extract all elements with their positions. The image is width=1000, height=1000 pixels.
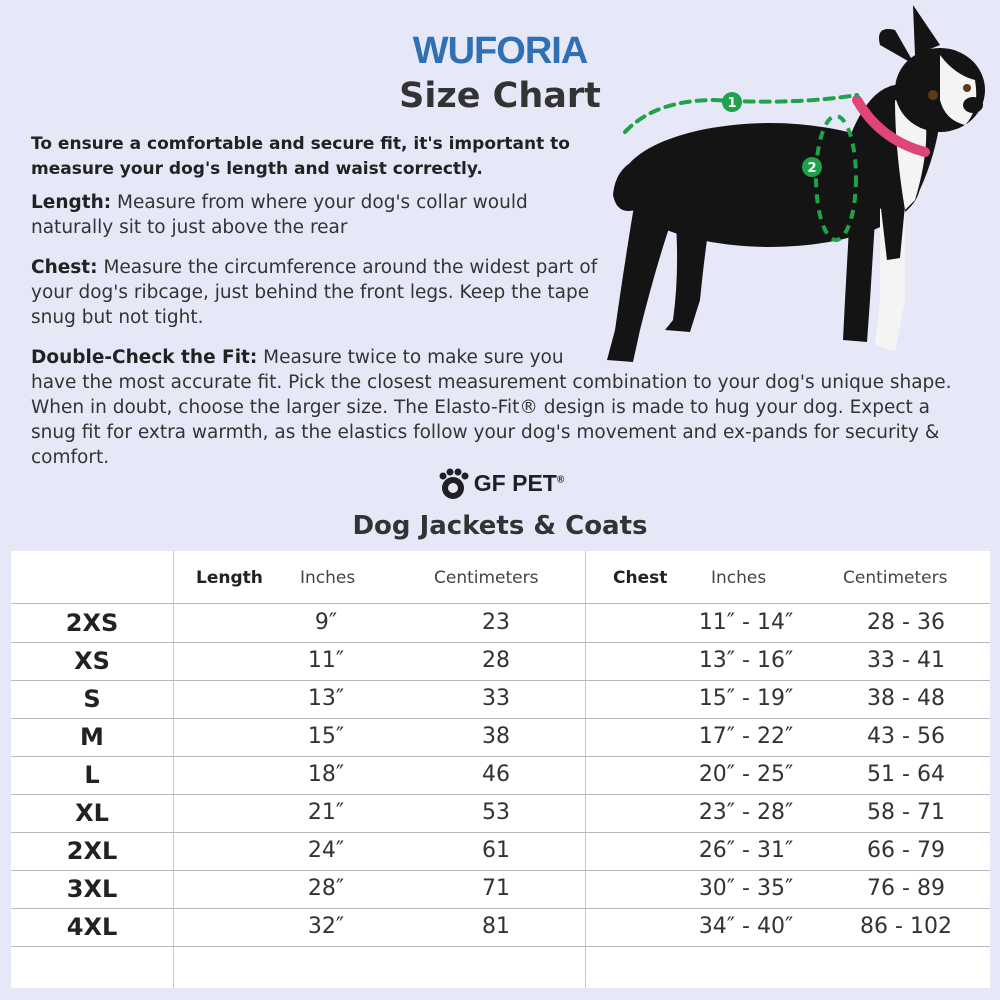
size-label: 3XL <box>66 875 118 903</box>
chest-inches-cell: 17″ - 22″ <box>698 724 794 749</box>
column-divider <box>173 551 174 988</box>
size-table <box>11 551 990 988</box>
chest-inches-cell: 34″ - 40″ <box>698 914 794 939</box>
chest-cm-cell: 33 - 41 <box>867 648 945 673</box>
header-length: Length <box>196 568 263 588</box>
length-cm-cell: 46 <box>482 762 510 787</box>
chest-cm-cell: 66 - 79 <box>867 838 945 863</box>
chest-cm-cell: 43 - 56 <box>867 724 945 749</box>
gf-pet-brand <box>0 468 1000 502</box>
length-text: Measure from where your dog's collar would naturally sit to just above the rear <box>31 192 528 238</box>
chest-instructions <box>31 255 611 330</box>
length-inches-cell: 15″ <box>307 724 345 749</box>
chest-inches-cell: 26″ - 31″ <box>698 838 794 863</box>
header-chest: Chest <box>613 568 668 588</box>
paw-icon <box>436 468 470 502</box>
length-inches-cell: 24″ <box>307 838 345 863</box>
product-subtitle: Dog Jackets & Coats <box>352 511 648 541</box>
chest-cm-cell: 38 - 48 <box>867 686 945 711</box>
chest-inches-cell: 13″ - 16″ <box>698 648 794 673</box>
header-chest-cm: Centimeters <box>843 568 948 588</box>
size-label: XS <box>74 647 110 675</box>
row-divider <box>11 946 990 947</box>
length-instructions <box>31 190 591 240</box>
logo-text: WUFORIA <box>412 30 588 72</box>
chest-inches-cell: 11″ - 14″ <box>698 610 794 635</box>
length-inches-cell: 32″ <box>307 914 345 939</box>
length-cm-cell: 81 <box>482 914 510 939</box>
chest-cm-cell: 86 - 102 <box>860 914 952 939</box>
length-cm-cell: 28 <box>482 648 510 673</box>
dog-measurement-illustration <box>595 0 1000 375</box>
dog-silhouette <box>607 5 985 362</box>
length-cm-cell: 33 <box>482 686 510 711</box>
chest-inches-cell: 30″ - 35″ <box>698 876 794 901</box>
chest-inches-cell: 15″ - 19″ <box>698 686 794 711</box>
header-length-inches: Inches <box>300 568 356 588</box>
header-chest-inches: Inches <box>711 568 767 588</box>
fit-label: Double-Check the Fit: <box>31 347 258 368</box>
length-inches-cell: 21″ <box>307 800 345 825</box>
size-label: 2XS <box>65 609 119 637</box>
fit-text-rest: have the most accurate fit. Pick the closest measurement combination to your dog's unique shape. When in doubt, choose the larger size. The Elasto-Fit® design is made to hug your dog. Expect a snug fit for extra warmth, as the elastics follow your dog's movement and ex-pands for security & comfort. <box>31 372 952 468</box>
fit-text-first: Measure twice to make sure you <box>257 347 564 368</box>
length-cm-cell: 53 <box>482 800 510 825</box>
size-label: 4XL <box>66 913 118 941</box>
length-cm-cell: 71 <box>482 876 510 901</box>
length-label: Length: <box>31 192 112 213</box>
length-inches-cell: 11″ <box>307 648 345 673</box>
chest-label: Chest: <box>31 257 98 278</box>
brand-registered-mark: ® <box>556 474 565 486</box>
chest-inches-cell: 20″ - 25″ <box>698 762 794 787</box>
page-title: Size Chart <box>399 76 601 116</box>
size-label: M <box>80 723 104 751</box>
size-label: 2XL <box>66 837 118 865</box>
length-inches-cell: 18″ <box>307 762 345 787</box>
header-length-cm: Centimeters <box>434 568 539 588</box>
length-cm-cell: 38 <box>482 724 510 749</box>
size-label: XL <box>75 799 109 827</box>
length-inches-cell: 9″ <box>314 610 338 635</box>
length-inches-cell: 28″ <box>307 876 345 901</box>
size-label: S <box>83 685 101 713</box>
chest-cm-cell: 76 - 89 <box>867 876 945 901</box>
column-divider <box>585 551 586 988</box>
chest-cm-cell: 58 - 71 <box>867 800 945 825</box>
chest-text: Measure the circumference around the widest part of your dog's ribcage, just behind the front legs. Keep the tape snug but not tight. <box>31 257 598 328</box>
size-label: L <box>84 761 100 789</box>
length-cm-cell: 61 <box>482 838 510 863</box>
chest-cm-cell: 51 - 64 <box>867 762 945 787</box>
chest-cm-cell: 28 - 36 <box>867 610 945 635</box>
length-inches-cell: 13″ <box>307 686 345 711</box>
length-cm-cell: 23 <box>482 610 510 635</box>
marker-2-label: 2 <box>807 161 817 176</box>
chest-inches-cell: 23″ - 28″ <box>698 800 794 825</box>
brand-name: GF PET <box>473 470 557 497</box>
marker-1-label: 1 <box>727 96 737 111</box>
intro-text: To ensure a comfortable and secure fit, it's important to measure your dog's length and waist correctly. <box>31 134 570 179</box>
